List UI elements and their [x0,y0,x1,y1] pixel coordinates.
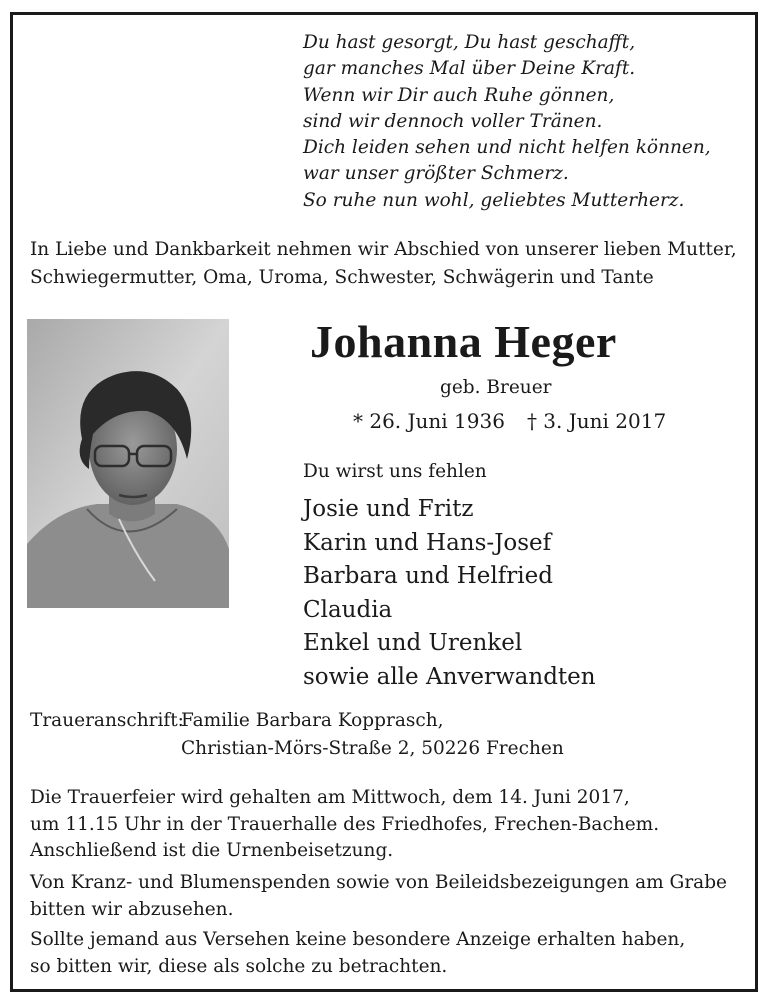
ceremony-line: Die Trauerfeier wird gehalten am Mittwoch, dem 14. Juni 2017, [30,787,630,808]
donations-line: Von Kranz- und Blumenspenden sowie von Beileidsbezeigungen am Grabe [30,872,727,893]
donations-line: bitten wir abzusehen. [30,898,234,920]
ceremony-line: um 11.15 Uhr in der Trauerhalle des Friedhofes, Frechen-Bachem. [30,813,660,835]
poem [303,30,743,214]
mourner-entry: Claudia [303,596,393,623]
mourners-intro: Du wirst uns fehlen [303,461,487,482]
mourner-entry: Enkel und Urenkel [303,630,523,656]
mourner-entry: Barbara und Helfried [303,563,553,589]
maiden-name: geb. Breuer [440,377,552,398]
mourning-address [30,707,564,763]
donations-note [30,870,742,923]
notice-line: Sollte jemand aus Versehen keine besondere Anzeige erhalten haben, [30,929,686,950]
poem-line: Dich leiden sehen und nicht helfen können, [303,137,711,159]
ceremony-info [30,785,742,865]
poem-line: Du hast gesorgt, Du hast geschafft, [303,32,636,53]
address-line-2: Christian-Mörs-Straße 2, 50226 Frechen [181,738,564,759]
notice-line: so bitten wir, diese als solche zu betrachten. [30,955,448,977]
portrait-illustration [27,319,229,608]
mourner-entry: Karin und Hans-Josef [303,529,552,556]
address-line-1: Familie Barbara Kopprasch, [181,710,444,731]
address-label: Traueranschrift: [30,710,184,731]
poem-line: So ruhe nun wohl, geliebtes Mutterherz. [303,189,685,211]
death-date: † 3. Juni 2017 [526,409,667,433]
poem-line: sind wir dennoch voller Tränen. [303,110,603,132]
portrait-photo [27,319,229,608]
poem-line: Wenn wir Dir auch Ruhe gönnen, [303,84,615,106]
birth-date: * 26. Juni 1936 [353,409,505,433]
mourner-entry: sowie alle Anverwandten [303,663,596,690]
mourners-list [303,493,596,694]
life-dates [353,407,666,435]
poem-line: war unser größter Schmerz. [303,163,569,185]
farewell-intro [30,236,742,292]
intro-line: Schwiegermutter, Oma, Uroma, Schwester, Schwägerin und Tante [30,267,654,288]
notice-note [30,927,742,980]
poem-line: gar manches Mal über Deine Kraft. [303,58,636,80]
mourner-entry: Josie und Fritz [303,496,474,522]
ceremony-line: Anschließend ist die Urnenbeisetzung. [30,840,394,861]
intro-line: In Liebe und Dankbarkeit nehmen wir Abschied von unserer lieben Mutter, [30,239,737,260]
deceased-name: Johanna Heger [310,316,617,367]
